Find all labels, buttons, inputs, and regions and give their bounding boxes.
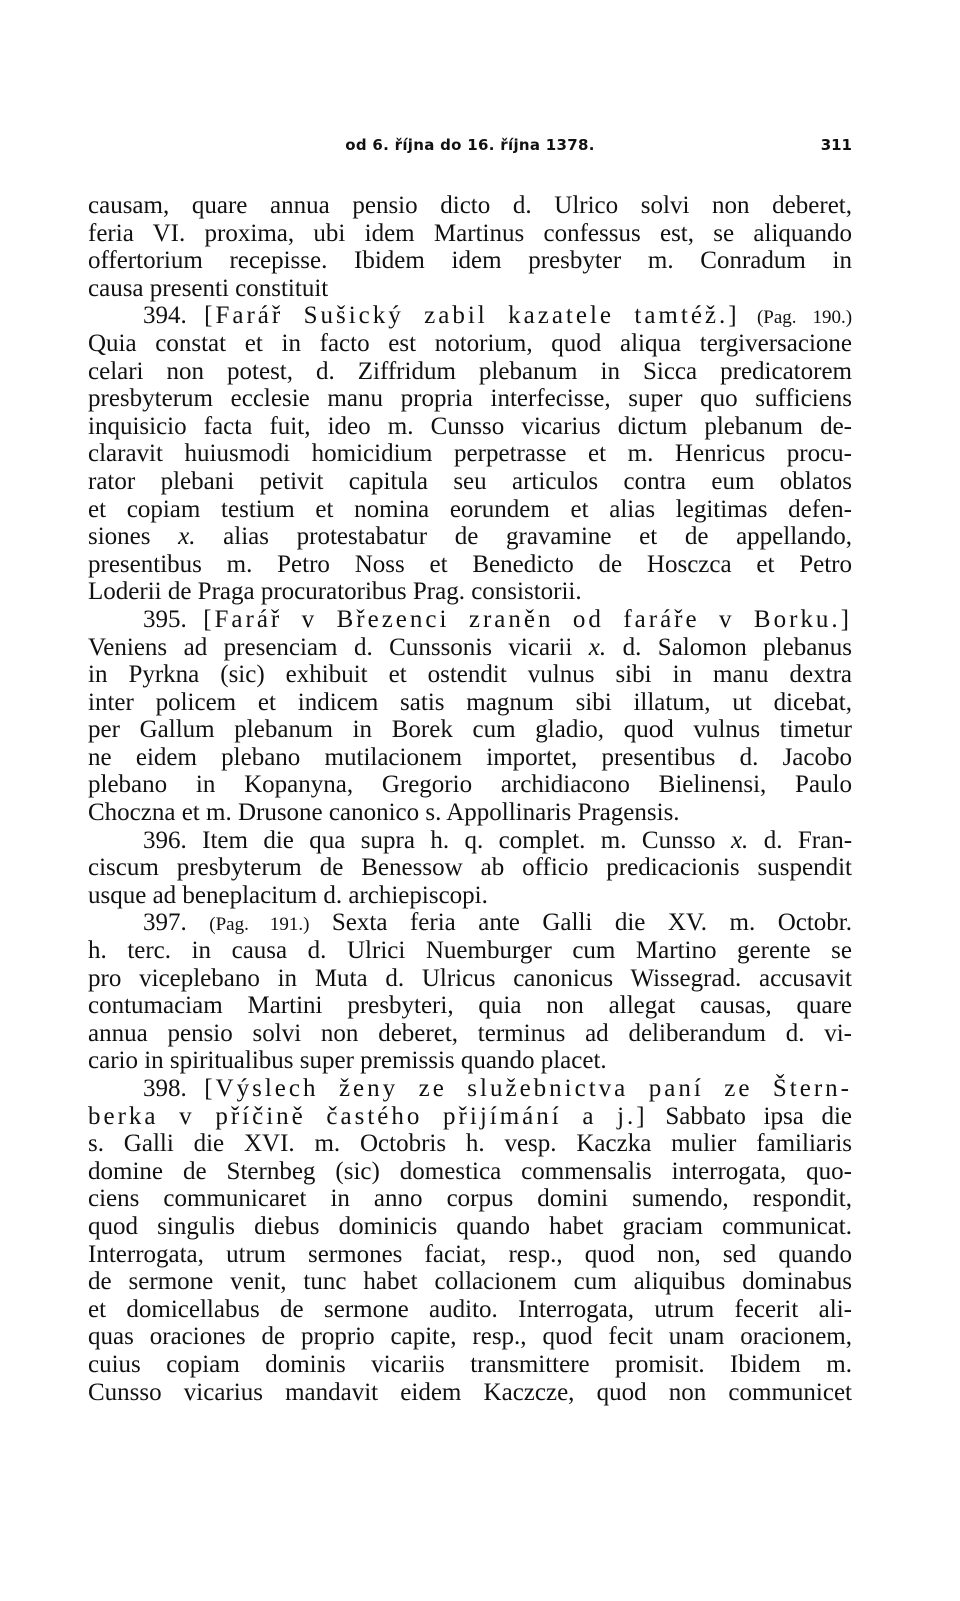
- text-line: et copiam testium et nomina eorundem et alias legitimas defen-: [88, 495, 852, 523]
- text-line: causam, quare annua pensio dicto d. Ulrico solvi non deberet,: [88, 192, 852, 219]
- page-number: 311: [820, 136, 852, 154]
- text-segment: d. Fran-: [763, 826, 853, 854]
- text-line: rator plebani petivit capitula seu articulos contra eum oblatos: [88, 467, 852, 495]
- text-line: Cunsso vicarius mandavit eidem Kaczcze, quod non communicet: [88, 1378, 852, 1406]
- entry-394-heading-line: [88, 302, 852, 330]
- entry-396-line: [88, 827, 852, 855]
- text-line: contumaciam Martini presbyteri, quia non allegat causas, quare: [88, 992, 852, 1020]
- text-segment: 396. Item die qua supra h. q. complet. m. Cunsso: [143, 826, 716, 854]
- text-line: inquisicio facta fuit, ideo m. Cunsso vicarius dictum plebanum de-: [88, 412, 852, 440]
- text-segment: d. Salomon plebanus: [622, 633, 853, 661]
- text-line: ciscum presbyterum de Benessow ab officio predicacionis suspendit: [88, 854, 852, 882]
- entry-number: 394.: [143, 302, 187, 330]
- text-line: causa presenti constituit: [88, 274, 329, 302]
- entry-heading: berka v příčině častého přijímání a j.]: [88, 1102, 648, 1130]
- text-line: [88, 523, 852, 551]
- text-line: Loderii de Praga procuratoribus Prag. consistorii.: [88, 578, 582, 606]
- text-line: in Pyrkna (sic) exhibuit et ostendit vulnus sibi in manu dextra: [88, 661, 852, 689]
- text-line: plebano in Kopanyna, Gregorio archidiacono Bielinensi, Paulo: [88, 771, 852, 799]
- abbreviation-mark: x.: [588, 633, 607, 661]
- text-line: inter policem et indicem satis magnum sibi illatum, ut dicebat,: [88, 688, 852, 716]
- text-line: quas oraciones de proprio capite, resp., quod fecit unam oracionem,: [88, 1323, 852, 1351]
- text-segment: Sexta feria ante Galli die XV. m. Octobr.: [331, 909, 853, 937]
- text-segment: Veniens ad presenciam d. Cunssonis vicarii: [88, 633, 573, 661]
- text-line: domine de Sternbeg (sic) domestica commensalis interrogata, quo-: [88, 1157, 852, 1185]
- text-line: celari non potest, d. Ziffridum plebanum in Sicca predicatorem: [88, 357, 852, 385]
- text-line: usque ad beneplacitum d. archiepiscopi.: [88, 881, 488, 909]
- entry-heading: [Výslech ženy ze služebnictva paní ze Štern-: [204, 1075, 853, 1102]
- entry-398-heading-line: [88, 1075, 852, 1103]
- text-line: Interrogata, utrum sermones faciat, resp., quod non, sed quando: [88, 1240, 852, 1268]
- text-line: cuius copiam dominis vicariis transmittere promisit. Ibidem m.: [88, 1350, 852, 1378]
- text-line: presentibus m. Petro Noss et Benedicto de Hosczca et Petro: [88, 550, 852, 578]
- text-line: presbyterum ecclesie manu propria interfecisse, super quo sufficiens: [88, 385, 852, 413]
- entry-number: 398.: [143, 1075, 187, 1102]
- running-title: od 6. října do 16. října 1378.: [345, 136, 595, 154]
- entry-397-line: [88, 909, 852, 937]
- text-segment: siones: [88, 523, 151, 551]
- entry-395-heading-line: [88, 606, 852, 634]
- text-line: quod singulis diebus dominicis quando habet graciam communicat.: [88, 1212, 852, 1240]
- text-segment: alias protestabatur de gravamine et de appellando,: [223, 523, 853, 551]
- text-line: Quia constat et in facto est notorium, quod aliqua tergiversacione: [88, 329, 852, 357]
- entry-398-heading-line-2: [88, 1103, 852, 1131]
- entry-heading: [Farář Sušický zabil kazatele tamtéž.]: [204, 302, 740, 330]
- text-line: cario in spiritualibus super premissis quando placet.: [88, 1047, 607, 1075]
- text-line: de sermone venit, tunc habet collacionem cum aliquibus dominabus: [88, 1268, 852, 1296]
- text-line: [88, 634, 852, 662]
- entry-heading: [Farář v Březenci zraněn od faráře v Borku.]: [203, 605, 853, 633]
- text-line: s. Galli die XVI. m. Octobris h. vesp. Kaczka mulier familiaris: [88, 1130, 852, 1158]
- text-line: pro viceplebano in Muta d. Ulricus canonicus Wissegrad. accusavit: [88, 964, 852, 992]
- text-line: ne eidem plebano mutilacionem importet, presentibus d. Jacobo: [88, 743, 852, 771]
- entry-number: 395.: [143, 605, 187, 633]
- running-head: [88, 136, 852, 160]
- text-line: per Gallum plebanum in Borek cum gladio, quod vulnus timetur: [88, 716, 852, 744]
- text-line: Choczna et m. Drusone canonico s. Appollinaris Pragensis.: [88, 799, 680, 827]
- text-line: h. terc. in causa d. Ulrici Nuemburger cum Martino gerente se: [88, 937, 852, 965]
- abbreviation-mark: x.: [730, 826, 749, 854]
- text-line: annua pensio solvi non deberet, terminus ad deliberandum d. vi-: [88, 1019, 852, 1047]
- text-line: offertorium recepisse. Ibidem idem presbyter m. Conradum in: [88, 247, 852, 275]
- entry-number: 397.: [143, 909, 187, 937]
- body-text: [88, 192, 852, 1406]
- text-line: ciens communicaret in anno corpus domini sumendo, respondit,: [88, 1185, 852, 1213]
- text-line: claravit huiusmodi homicidium perpetrasse et m. Henricus procu-: [88, 440, 852, 468]
- text-segment: Sabbato ipsa die: [665, 1102, 852, 1130]
- page-reference: (Pag. 191.): [209, 914, 310, 936]
- text-line: et domicellabus de sermone audito. Interrogata, utrum fecerit ali-: [88, 1295, 852, 1323]
- text-line: feria VI. proxima, ubi idem Martinus confessus est, se aliquando: [88, 219, 852, 247]
- page-reference: (Pag. 190.): [756, 307, 853, 329]
- abbreviation-mark: x.: [178, 523, 196, 551]
